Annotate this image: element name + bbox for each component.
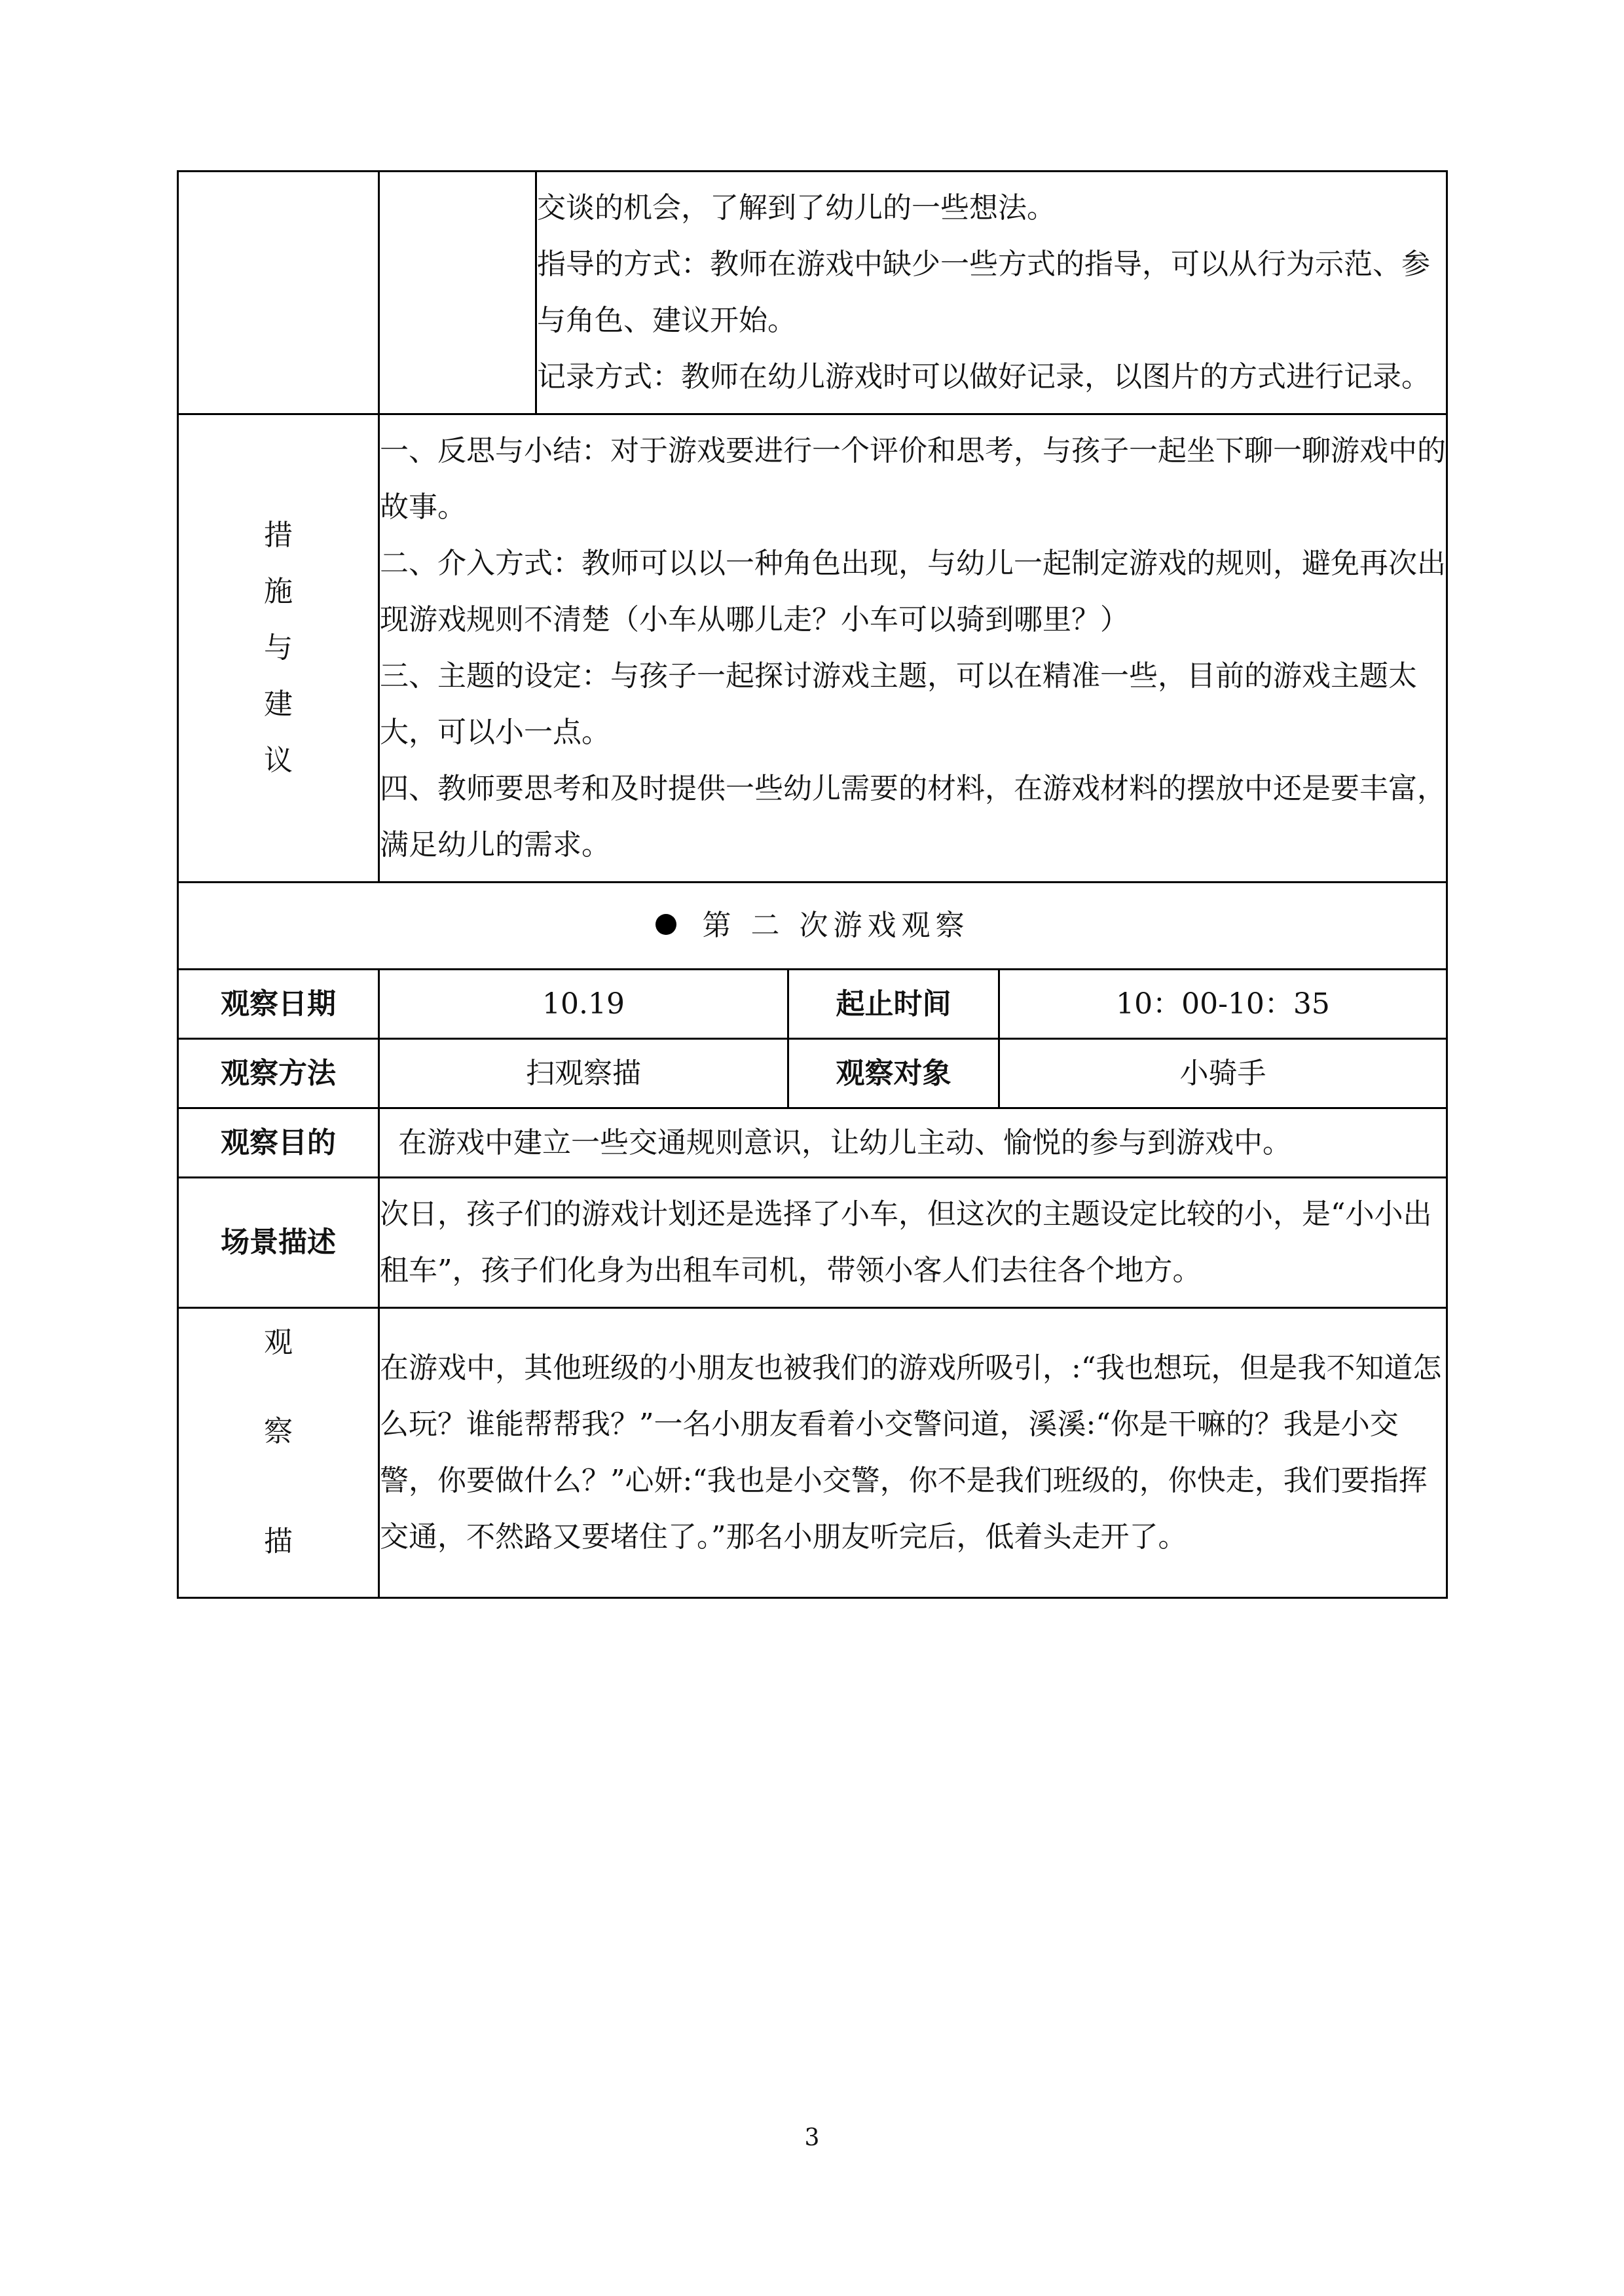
observation-text: 在游戏中，其他班级的小朋友也被我们的游戏所吸引，:“我也想玩，但是我不知道怎么玩？谁能帮帮我？”一名小朋友看着小交警问道，溪溪:“你是干嘛的？我是小交警，你要做什么？”心妍:“我也是小交警，你不是我们班级的，你快走，我们要指挥交通，不然路又要堵住了。”那名小朋友听完后，低着头走开了。 [380,1351,1442,1554]
measures-label-char: 措 [264,519,293,552]
time-label: 起止时间 [788,970,999,1039]
continuation-row [178,172,1447,414]
purpose-row [178,1108,1447,1178]
scene-value [379,1178,1447,1308]
target-value: 小骑手 [999,1039,1447,1108]
bullet-icon [655,914,676,935]
record-method-paragraph: 记录方式：教师在幼儿游戏时可以做好记录，以图片的方式进行记录。 [537,360,1430,393]
continuation-empty-cell-1 [178,172,379,414]
guidance-method-paragraph: 指导的方式：教师在游戏中缺少一些方式的指导，可以从行为示范、参与角色、建议开始。 [537,247,1430,337]
measures-item-3: 三、主题的设定：与孩子一起探讨游戏主题，可以在精准一些，目前的游戏主题太大，可以小一点。 [380,659,1417,749]
continuation-paragraph: 交谈的机会，了解到了幼儿的一些想法。 [537,191,1056,225]
method-target-row [178,1039,1447,1108]
observation-label-char: 察 [264,1415,293,1448]
continuation-content-cell [536,172,1447,414]
measures-label-char: 建 [264,687,293,721]
observation-row [178,1308,1447,1598]
measures-content-cell [379,414,1447,883]
measures-item-1: 一、反思与小结：对于游戏要进行一个评价和思考，与孩子一起坐下聊一聊游戏中的故事。 [380,434,1446,524]
observation-table [177,170,1448,1599]
measures-label-char: 议 [264,744,293,777]
section-heading-row [178,883,1447,970]
date-time-row [178,970,1447,1039]
observation-label-cell [178,1308,379,1598]
measures-item-2: 二、介入方式：教师可以以一种角色出现，与幼儿一起制定游戏的规则，避免再次出现游戏规则不清楚（小车从哪儿走？小车可以骑到哪里？） [380,547,1446,636]
purpose-value: 在游戏中建立一些交通规则意识，让幼儿主动、愉悦的参与到游戏中。 [379,1108,1447,1178]
measures-label-cell [178,414,379,883]
page-number: 3 [804,2124,820,2151]
observation-label-char: 观 [264,1326,293,1359]
scene-text: 次日，孩子们的游戏计划还是选择了小车，但这次的主题设定比较的小，是“小小出租车”，孩子们化身为出租车司机，带领小客人们去往各个地方。 [380,1197,1432,1287]
target-label: 观察对象 [788,1039,999,1108]
measures-item-4: 四、教师要思考和及时提供一些幼儿需要的材料，在游戏材料的摆放中还是要丰富，满足幼儿的需求。 [380,772,1446,862]
continuation-empty-cell-2 [379,172,536,414]
measures-label-char: 施 [264,575,293,608]
scene-label: 场景描述 [178,1178,379,1308]
measures-label-char: 与 [264,631,293,665]
section-title: 第 二 次游戏观察 [702,909,970,942]
date-value: 10.19 [379,970,788,1039]
section-heading-cell [178,883,1447,970]
measures-row [178,414,1447,883]
observation-content-cell [379,1308,1447,1598]
purpose-label: 观察目的 [178,1108,379,1178]
method-label: 观察方法 [178,1039,379,1108]
method-value: 扫观察描 [379,1039,788,1108]
time-value: 10：00-10：35 [999,970,1447,1039]
date-label: 观察日期 [178,970,379,1039]
observation-label-char: 描 [264,1525,293,1558]
scene-row [178,1178,1447,1308]
